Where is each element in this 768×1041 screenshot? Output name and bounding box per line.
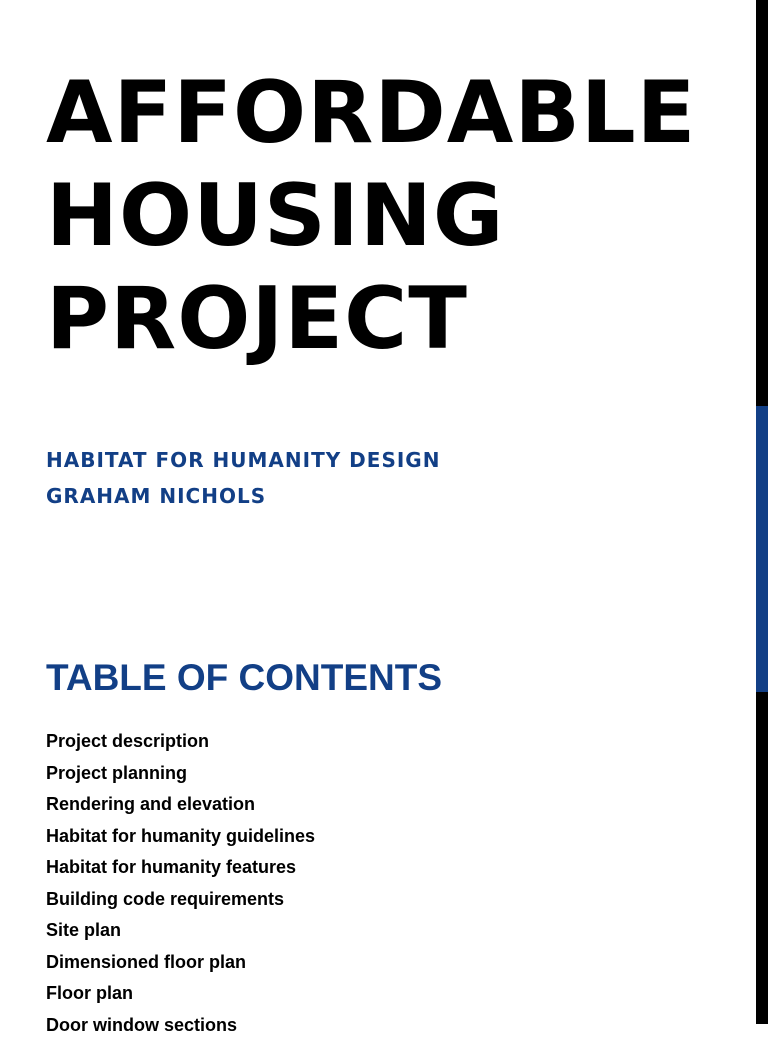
subtitle [46, 442, 440, 514]
toc-item: Project planning [46, 758, 315, 790]
side-bar [756, 0, 768, 1024]
toc-item: Floor plan [46, 978, 315, 1010]
side-bar-accent [756, 406, 768, 692]
toc-item: Project description [46, 726, 315, 758]
toc-item: Habitat for humanity guidelines [46, 821, 315, 853]
subtitle-line: HABITAT FOR HUMANITY DESIGN [46, 442, 440, 478]
toc-heading: TABLE OF CONTENTS [46, 656, 442, 700]
page-title [46, 62, 696, 371]
title-line: AFFORDABLE [46, 62, 696, 165]
author-name: GRAHAM NICHOLS [46, 478, 440, 514]
toc-item: Door window sections [46, 1010, 315, 1041]
toc-item: Rendering and elevation [46, 789, 315, 821]
toc-item: Building code requirements [46, 884, 315, 916]
toc-list [46, 726, 315, 1041]
toc-item: Site plan [46, 915, 315, 947]
title-line: PROJECT [46, 268, 696, 371]
toc-item: Dimensioned floor plan [46, 947, 315, 979]
toc-item: Habitat for humanity features [46, 852, 315, 884]
title-line: HOUSING [46, 165, 696, 268]
